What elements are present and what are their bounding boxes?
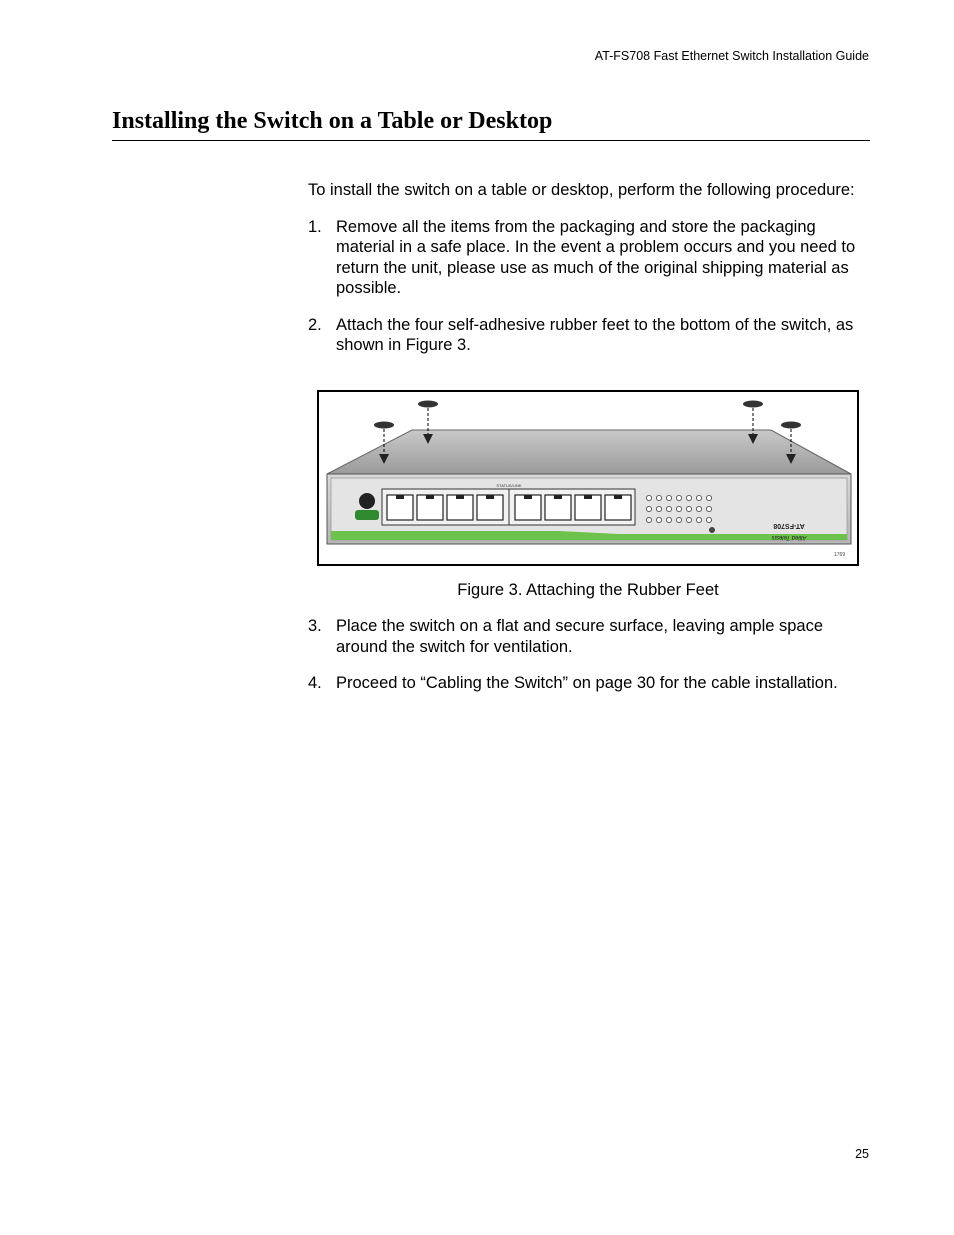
step-text: Proceed to “Cabling the Switch” on page 30 for the cable installation. xyxy=(336,674,838,692)
page-number: 25 xyxy=(855,1147,869,1161)
model-label: AT-FS708 xyxy=(773,521,805,529)
step-number: 2. xyxy=(308,315,322,334)
port-header-label: STATUS/LINK xyxy=(496,482,522,488)
main-content xyxy=(308,180,873,710)
eco-logo-icon xyxy=(359,493,375,509)
title-rule xyxy=(112,140,870,141)
figure-caption: Figure 3. Attaching the Rubber Feet xyxy=(457,580,719,599)
step-1 xyxy=(308,217,873,299)
step-4 xyxy=(308,673,873,694)
step-3 xyxy=(308,616,873,657)
step-text: Remove all the items from the packaging and store the packaging material in a safe place. In the event a problem occurs and you need to return the unit, please use as much of the original shipping material as possible. xyxy=(336,217,856,297)
switch-top xyxy=(327,430,851,474)
figure-switch-illustration xyxy=(317,390,859,566)
step-number: 3. xyxy=(308,617,322,635)
step-2 xyxy=(308,315,873,356)
step-text: Attach the four self-adhesive rubber feet to the bottom of the switch, as shown in Figure 3. xyxy=(336,315,854,354)
page-title: Installing the Switch on a Table or Desktop xyxy=(112,108,553,134)
brand-label: Allied Telesis xyxy=(771,533,807,540)
running-header: AT-FS708 Fast Ethernet Switch Installation Guide xyxy=(594,49,869,63)
intro-paragraph: To install the switch on a table or desktop, perform the following procedure: xyxy=(308,181,855,199)
power-led xyxy=(709,527,714,532)
step-text: Place the switch on a flat and secure surface, leaving ample space around the switch for ventilation. xyxy=(336,617,824,656)
figure-id: 1769 xyxy=(834,551,846,558)
switch-drawing xyxy=(319,392,857,564)
step-number: 4. xyxy=(308,674,322,692)
step-number: 1. xyxy=(308,217,322,236)
